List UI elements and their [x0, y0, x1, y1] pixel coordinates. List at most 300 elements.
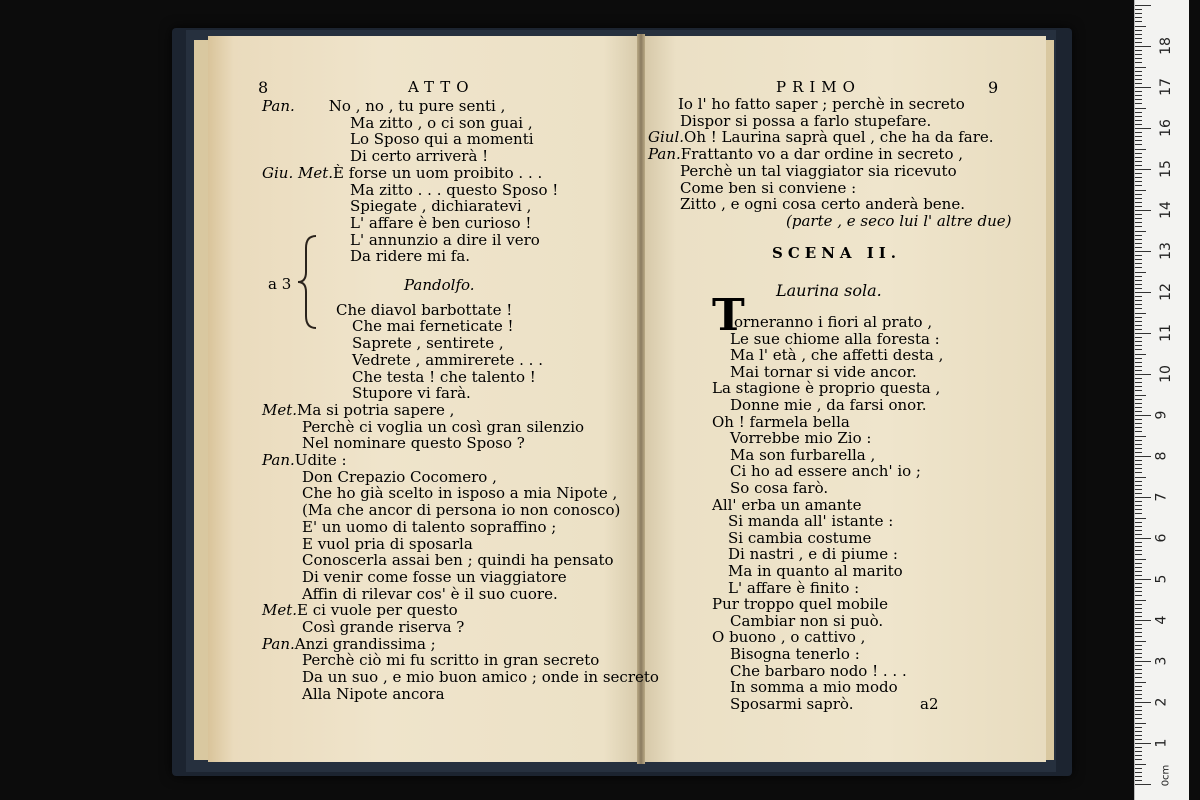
ruler-tick — [1135, 79, 1142, 80]
aria-line — [730, 679, 898, 696]
verse-text: E vuol pria di sposarla — [302, 534, 473, 553]
trio-label: a 3 — [268, 275, 292, 293]
ruler-tick — [1135, 349, 1142, 350]
aria-line — [728, 546, 898, 563]
ruler-tick — [1135, 731, 1142, 732]
ruler-tick — [1135, 296, 1142, 297]
ruler-number: 8 — [1153, 451, 1170, 461]
verse-text: Don Crepazio Cocomero , — [302, 467, 497, 486]
verse-text: Come ben si conviene : — [680, 178, 857, 197]
ruler-tick — [1135, 17, 1142, 18]
ruler-tick — [1135, 595, 1142, 596]
ruler-tick — [1135, 95, 1142, 96]
aria-line — [728, 530, 871, 547]
verse-text: È forse un uom proibito . . . — [333, 163, 543, 182]
aria-verse: Le sue chiome alla foresta : — [730, 329, 940, 348]
aria-verse: Ma son furbarella , — [730, 445, 876, 464]
ruler-tick — [1135, 571, 1142, 572]
ruler-tick — [1135, 612, 1142, 613]
verse-text: Ma si potria sapere , — [297, 400, 455, 419]
left-text-line — [262, 452, 347, 469]
ruler-tick — [1135, 173, 1142, 174]
ruler-tick — [1135, 165, 1142, 166]
ruler-tick — [1135, 776, 1142, 777]
aria-verse: So cosa farò. — [730, 479, 829, 497]
ruler-tick — [1135, 292, 1151, 293]
ruler-tick — [1135, 714, 1142, 715]
ruler-tick — [1135, 247, 1142, 248]
ruler-tick — [1135, 723, 1146, 724]
aria-verse: Cambiar non si può. — [730, 611, 884, 630]
left-text-line — [350, 148, 488, 165]
ruler-tick — [1135, 501, 1142, 502]
ruler-tick — [1135, 509, 1142, 510]
ruler-tick — [1135, 34, 1142, 35]
right-text-line — [648, 129, 994, 146]
ruler-tick — [1135, 464, 1142, 465]
ruler-tick — [1135, 124, 1142, 125]
ruler-tick — [1135, 526, 1142, 527]
ruler-tick — [1135, 99, 1142, 100]
ruler-tick — [1135, 210, 1151, 211]
ruler-tick — [1135, 530, 1142, 531]
ruler-number: 11 — [1157, 324, 1174, 342]
aria-line — [730, 364, 917, 381]
ruler-tick — [1135, 288, 1142, 289]
ruler-number: 12 — [1157, 283, 1174, 301]
verse-text: Conoscerla assai ben ; quindi ha pensato — [302, 551, 614, 570]
ruler-tick — [1135, 682, 1146, 683]
aria-verse: Vorrebbe mio Zio : — [730, 429, 872, 448]
aria-verse: Ma l' età , che affetti desta , — [730, 346, 944, 365]
ruler-tick — [1135, 251, 1151, 252]
left-text-line — [404, 277, 475, 294]
left-text-line — [262, 98, 505, 115]
ruler-tick — [1135, 538, 1151, 539]
ruler-tick — [1135, 583, 1142, 584]
aria-line — [712, 380, 940, 397]
ruler-tick — [1135, 128, 1151, 129]
verse-text: Frattanto vo a dar ordine in secreto , — [680, 145, 964, 164]
ruler-tick — [1135, 600, 1146, 601]
ruler-tick — [1135, 743, 1151, 744]
ruler-tick — [1135, 235, 1142, 236]
verse-text: Di certo arriverà ! — [350, 147, 489, 166]
right-page-number: 9 — [988, 78, 999, 97]
verse-text: L' affare è ben curioso ! — [350, 213, 532, 232]
aria-verse: Bisogna tenerlo : — [730, 645, 860, 663]
left-text-line — [352, 318, 514, 335]
ruler-tick — [1135, 46, 1151, 47]
ruler-tick — [1135, 272, 1146, 273]
ruler-tick — [1135, 534, 1142, 535]
speaker-label: Pan. — [648, 145, 681, 164]
left-text-line — [302, 569, 567, 586]
ruler-number: 4 — [1153, 615, 1170, 625]
ruler-number: 6 — [1153, 533, 1170, 543]
ruler-tick — [1135, 71, 1142, 72]
ruler-tick — [1135, 419, 1142, 420]
character-name: Pandolfo. — [404, 276, 475, 294]
ruler-tick — [1135, 518, 1146, 519]
left-running-head: ATTO — [408, 78, 475, 96]
left-text-line — [302, 519, 556, 536]
ruler-number: 7 — [1153, 492, 1170, 502]
left-text-line — [262, 402, 454, 419]
ruler-tick — [1135, 9, 1142, 10]
ruler-tick — [1135, 239, 1142, 240]
ruler-number: 15 — [1157, 160, 1174, 178]
ruler-tick — [1135, 321, 1142, 322]
aria-line — [712, 414, 850, 431]
left-text-line — [302, 652, 599, 669]
ruler-tick — [1135, 5, 1151, 6]
ruler-tick — [1135, 579, 1151, 580]
ruler-unit-label: 0cm — [1160, 764, 1172, 787]
ruler-tick — [1135, 202, 1142, 203]
ruler-tick — [1135, 735, 1142, 736]
aria-verse: Ma in quanto al marito — [728, 562, 903, 580]
left-text-line — [262, 636, 436, 653]
ruler-tick — [1135, 280, 1142, 281]
ruler-tick — [1135, 222, 1142, 223]
ruler-tick — [1135, 661, 1151, 662]
aria-line — [728, 513, 893, 530]
aria-verse: Pur troppo quel mobile — [712, 595, 888, 614]
ruler-tick — [1135, 362, 1142, 363]
ruler-tick — [1135, 710, 1142, 711]
ruler-tick — [1135, 764, 1146, 765]
ruler-tick — [1135, 325, 1142, 326]
ruler-tick — [1135, 304, 1142, 305]
ruler-tick — [1135, 567, 1142, 568]
left-page-number: 8 — [258, 78, 269, 97]
ruler-tick — [1135, 75, 1142, 76]
ruler-tick — [1135, 759, 1142, 760]
ruler-tick — [1135, 497, 1151, 498]
left-text-line — [350, 115, 533, 132]
ruler-tick — [1135, 751, 1142, 752]
speaker-label: Pan. — [262, 634, 295, 653]
ruler-tick — [1135, 784, 1151, 785]
ruler-tick — [1135, 177, 1142, 178]
ruler-tick — [1135, 686, 1142, 687]
ruler-tick — [1135, 108, 1146, 109]
ruler-tick — [1135, 358, 1142, 359]
ruler-tick — [1135, 468, 1142, 469]
ruler-tick — [1135, 116, 1142, 117]
speaker-label: Giu. Met. — [262, 163, 334, 182]
ruler-tick — [1135, 390, 1142, 391]
ruler-tick — [1135, 185, 1142, 186]
aria-line — [712, 596, 888, 613]
ruler-tick — [1135, 444, 1142, 445]
ruler-number: 2 — [1153, 697, 1170, 707]
right-running-head: PRIMO — [776, 78, 861, 96]
right-text-line — [680, 163, 957, 180]
verse-text: Nel nominare questo Sposo ? — [302, 434, 525, 453]
ruler-tick — [1135, 747, 1142, 748]
aria-line — [712, 629, 865, 646]
ruler-tick — [1135, 403, 1142, 404]
ruler-tick — [1135, 153, 1142, 154]
left-text-line — [350, 131, 534, 148]
stage-direction: (parte , e seco lui l' altre due) — [786, 211, 1012, 230]
signature-mark: a2 — [920, 695, 939, 713]
ruler-tick — [1135, 83, 1142, 84]
left-text-line — [262, 602, 458, 619]
ruler-tick — [1135, 87, 1151, 88]
ruler-tick — [1135, 546, 1142, 547]
verse-text: E ci vuole per questo — [297, 601, 458, 620]
ruler-tick — [1135, 26, 1146, 27]
curly-brace — [296, 234, 322, 330]
ruler-number: 9 — [1153, 410, 1170, 420]
ruler-number: 1 — [1153, 738, 1170, 748]
aria-verse: O buono , o cattivo , — [712, 628, 866, 647]
left-text-line — [302, 619, 464, 636]
ruler-tick — [1135, 653, 1142, 654]
scene-title: SCENA II. — [772, 244, 902, 262]
verse-text: Perchè ci voglia un così gran silenzio — [302, 417, 585, 436]
ruler-tick — [1135, 21, 1142, 22]
left-text-line — [262, 165, 542, 182]
ruler-tick — [1135, 317, 1142, 318]
ruler-tick — [1135, 198, 1142, 199]
ruler-tick — [1135, 378, 1142, 379]
verse-text: Zitto , e ogni cosa certo anderà bene. — [680, 195, 965, 214]
ruler-tick — [1135, 136, 1142, 137]
ruler-tick — [1135, 554, 1142, 555]
ruler-tick — [1135, 604, 1142, 605]
ruler-tick — [1135, 276, 1142, 277]
ruler-tick — [1135, 243, 1142, 244]
ruler-tick — [1135, 194, 1142, 195]
verse-text: Oh ! Laurina saprà quel , che ha da fare. — [684, 128, 994, 147]
verse-text: Così grande riserva ? — [302, 618, 465, 636]
aria-line — [734, 314, 932, 331]
book-gutter — [637, 34, 645, 764]
scene-subtitle: Laurina sola. — [776, 281, 882, 300]
verse-text: Da ridere mi fa. — [350, 247, 471, 266]
ruler-tick — [1135, 255, 1142, 256]
ruler-tick — [1135, 505, 1142, 506]
ruler-number: 18 — [1157, 37, 1174, 55]
ruler-tick — [1135, 267, 1142, 268]
ruler-tick — [1135, 665, 1142, 666]
ruler-tick — [1135, 407, 1142, 408]
aria-verse: Donne mie , da farsi onor. — [730, 396, 927, 414]
aria-line — [712, 497, 861, 514]
aria-verse: Ci ho ad essere anch' io ; — [730, 462, 921, 481]
ruler-tick — [1135, 284, 1142, 285]
ruler-tick — [1135, 608, 1142, 609]
measurement-ruler — [1134, 0, 1189, 800]
aria-line — [728, 563, 903, 580]
verse-text: Lo Sposo qui a momenti — [350, 130, 534, 149]
left-text-line — [302, 686, 445, 703]
ruler-tick — [1135, 259, 1142, 260]
ruler-tick — [1135, 366, 1142, 367]
ruler-tick — [1135, 481, 1142, 482]
ruler-tick — [1135, 91, 1142, 92]
ruler-tick — [1135, 542, 1142, 543]
verse-text: No , no , tu pure senti , — [328, 97, 506, 115]
ruler-tick — [1135, 452, 1142, 453]
verse-text: Stupore vi farà. — [352, 384, 471, 403]
aria-line — [730, 696, 853, 713]
ruler-tick — [1135, 157, 1142, 158]
left-text-line — [302, 469, 497, 486]
verse-text: Vedrete , ammirerete . . . — [352, 350, 543, 369]
left-text-line — [336, 302, 512, 319]
ruler-tick — [1135, 140, 1142, 141]
left-text-line — [350, 215, 531, 232]
ruler-tick — [1135, 42, 1142, 43]
aria-line — [730, 613, 883, 630]
aria-line — [730, 331, 940, 348]
ruler-tick — [1135, 13, 1142, 14]
aria-line — [730, 646, 860, 663]
left-text-line — [302, 586, 558, 603]
right-text-line — [680, 180, 856, 197]
ruler-tick — [1135, 308, 1142, 309]
ruler-tick — [1135, 718, 1142, 719]
ruler-tick — [1135, 702, 1151, 703]
ruler-tick — [1135, 522, 1142, 523]
ruler-tick — [1135, 370, 1142, 371]
aria-verse: Che barbaro nodo ! . . . — [730, 661, 907, 680]
verse-text: Saprete , sentirete , — [352, 334, 504, 353]
verse-text: Di venir come fosse un viaggiatore — [302, 567, 567, 586]
verse-text: Che mai ferneticate ! — [352, 317, 514, 336]
verse-text: Udite : — [294, 451, 347, 469]
ruler-tick — [1135, 214, 1142, 215]
verse-text: Alla Nipote ancora — [302, 684, 445, 703]
ruler-tick — [1135, 632, 1142, 633]
aria-verse: Si manda all' istante : — [728, 512, 894, 531]
speaker-label: Met. — [262, 400, 298, 419]
aria-verse: L' affare è finito : — [728, 578, 860, 597]
left-text-line — [352, 385, 471, 402]
speaker-label: Pan. — [262, 451, 295, 469]
verse-text: E' un uomo di talento sopraffino ; — [302, 517, 557, 536]
ruler-tick — [1135, 550, 1142, 551]
right-text-line — [678, 96, 965, 113]
aria-verse: Mai tornar si vide ancor. — [730, 362, 917, 381]
ruler-tick — [1135, 144, 1142, 145]
ruler-tick — [1135, 415, 1151, 416]
ruler-tick — [1135, 563, 1142, 564]
ruler-tick — [1135, 218, 1142, 219]
ruler-number: 14 — [1157, 201, 1174, 219]
ruler-tick — [1135, 263, 1142, 264]
ruler-tick — [1135, 649, 1142, 650]
ruler-tick — [1135, 698, 1142, 699]
ruler-tick — [1135, 739, 1142, 740]
ruler-tick — [1135, 149, 1146, 150]
ruler-tick — [1135, 624, 1142, 625]
verse-text: Affin di rilevar cos' è il suo cuore. — [302, 584, 558, 603]
ruler-tick — [1135, 677, 1142, 678]
ruler-tick — [1135, 374, 1151, 375]
ruler-tick — [1135, 423, 1142, 424]
ruler-tick — [1135, 436, 1146, 437]
ruler-tick — [1135, 513, 1142, 514]
ruler-tick — [1135, 587, 1142, 588]
aria-verse: orneranno i fiori al prato , — [734, 313, 933, 331]
aria-verse: Si cambia costume — [728, 528, 872, 547]
ruler-number: 3 — [1153, 656, 1170, 666]
left-text-line — [302, 536, 473, 553]
left-text-line — [302, 552, 614, 569]
ruler-tick — [1135, 472, 1142, 473]
ruler-tick — [1135, 706, 1142, 707]
aria-line — [730, 347, 943, 364]
ruler-tick — [1135, 636, 1142, 637]
verse-text: Che testa ! che talento ! — [352, 367, 536, 386]
ruler-tick — [1135, 333, 1151, 334]
verse-text: Perchè un tal viaggiator sia ricevuto — [680, 161, 957, 180]
aria-verse: Oh ! farmela bella — [712, 412, 850, 431]
ruler-tick — [1135, 493, 1142, 494]
ruler-tick — [1135, 54, 1142, 55]
ruler-tick — [1135, 329, 1142, 330]
ruler-tick — [1135, 489, 1142, 490]
ruler-tick — [1135, 460, 1142, 461]
verse-text: Ma zitto . . . questo Sposo ! — [350, 180, 559, 199]
ruler-tick — [1135, 190, 1146, 191]
right-text-line — [786, 213, 1011, 230]
left-text-line — [350, 232, 540, 249]
ruler-tick — [1135, 58, 1142, 59]
ruler-number: 5 — [1153, 574, 1170, 584]
ruler-tick — [1135, 780, 1142, 781]
ruler-tick — [1135, 628, 1142, 629]
left-text-line — [352, 369, 536, 386]
aria-line — [730, 447, 875, 464]
verse-text: Anzi grandissima ; — [294, 634, 436, 653]
ruler-tick — [1135, 120, 1142, 121]
ruler-tick — [1135, 411, 1142, 412]
ruler-number: 17 — [1157, 78, 1174, 96]
ruler-tick — [1135, 694, 1142, 695]
ruler-tick — [1135, 477, 1146, 478]
left-text-line — [352, 352, 543, 369]
ruler-tick — [1135, 112, 1142, 113]
ruler-tick — [1135, 345, 1142, 346]
aria-line — [730, 663, 907, 680]
ruler-tick — [1135, 161, 1142, 162]
left-text-line — [350, 198, 531, 215]
aria-line — [730, 480, 828, 497]
ruler-tick — [1135, 300, 1142, 301]
ruler-tick — [1135, 226, 1142, 227]
ruler-tick — [1135, 727, 1142, 728]
left-text-line — [302, 485, 617, 502]
right-text-line — [680, 113, 931, 130]
ruler-tick — [1135, 440, 1142, 441]
ruler-tick — [1135, 575, 1142, 576]
ruler-tick — [1135, 673, 1142, 674]
ruler-number: 10 — [1157, 365, 1174, 383]
ruler-tick — [1135, 456, 1151, 457]
ruler-tick — [1135, 427, 1142, 428]
ruler-tick — [1135, 341, 1142, 342]
ruler-tick — [1135, 181, 1142, 182]
ruler-tick — [1135, 354, 1146, 355]
verse-text: Da un suo , e mio buon amico ; onde in secreto — [302, 668, 659, 687]
